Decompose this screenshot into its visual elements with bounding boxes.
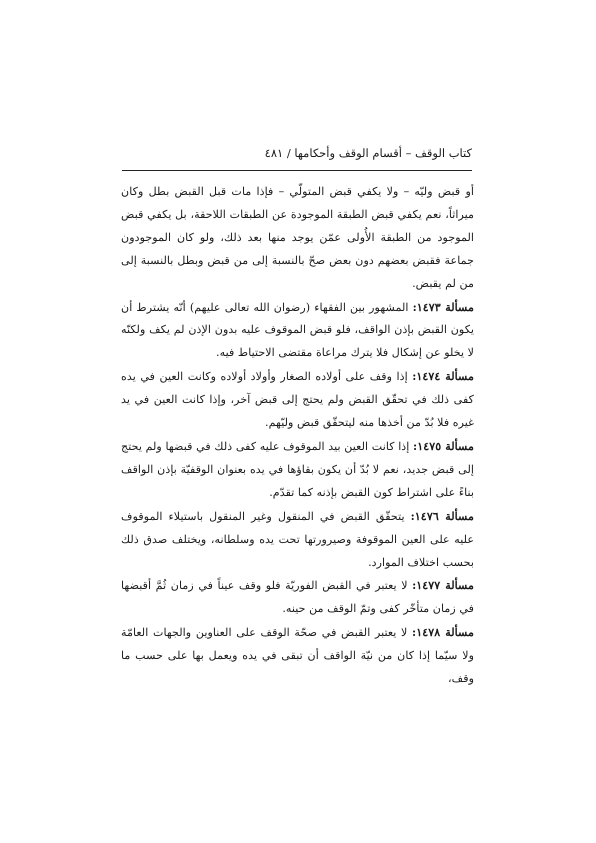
paragraph-issue-1473 xyxy=(121,296,474,366)
issue-heading: مسألة ١٤٧٦: xyxy=(410,508,475,523)
page-body xyxy=(121,181,474,691)
running-title: كتاب الوقف – أقسام الوقف وأحكامها / ٤٨١ xyxy=(264,146,472,160)
issue-heading: مسألة ١٤٧٥: xyxy=(413,438,474,453)
paragraph-text: المشهور بين الفقهاء (رضوان الله تعالى عليهم) أنّه يشترط أن يكون القبض بإذن الواقف، فلو قبض الموقوف عليه بدون الإذن لم يكف ولكنّه لا يخلو عن إشكال فلا يترك مراعاة مقتضى الاحتياط فيه. xyxy=(121,300,474,360)
paragraph-issue-1475 xyxy=(121,435,474,505)
paragraph-text: إذا كانت العين بيد الموقوف عليه كفى ذلك في قبضها ولم يحتج إلى قبض جديد، نعم لا بُدّ أن يكون بقاؤها في يده بعنوان الوقفيّة بإذن الواقف بناءً على اشتراط كون القبض بإذنه كما تقدّم. xyxy=(121,439,474,499)
paragraph-issue-1476 xyxy=(121,505,474,575)
issue-heading: مسألة ١٤٧٧: xyxy=(412,578,474,593)
paragraph-continuation xyxy=(121,181,474,296)
paragraph-text: لا يعتبر القبض في صحّة الوقف على العناوين والجهات العامّة ولا سيّما إذا كان من نيّة الواقف أن تبقى في يده ويعمل بها على حسب ما وقف، xyxy=(121,626,474,686)
paragraph-text: أو قبض وليّه – ولا يكفي قبض المتولّي – فإذا مات قبل القبض بطل وكان ميراثاً، نعم يكفي قبض الطبقة الموجودة عن الطبقات اللاحقة، بل يكفي قبض الموجود من الطبقة الأُولى عمّن يوجد منها بعد ذلك، ولو كان الموجودون جماعة فقبض بعضهم دون بعض صحّ بالنسبة إلى من قبض وبطل بالنسبة إلى من لم يقبض. xyxy=(121,185,474,290)
issue-heading: مسألة ١٤٧٤: xyxy=(412,369,474,384)
issue-heading: مسألة ١٤٧٣: xyxy=(412,299,475,314)
paragraph-text: يتحقّق القبض في المنقول وغير المنقول باستيلاء الموقوف عليه على العين الموقوفة وصيرورتها تحت يده وسلطانه، ويختلف صدق ذلك بحسب اختلاف الموارد. xyxy=(121,509,474,569)
header-rule xyxy=(122,170,472,171)
paragraph-text: إذا وقف على أولاده الصغار وأولاد أولاده وكانت العين في يده كفى ذلك في تحقّق القبض ولم يحتج إلى قبض آخر، وإذا كانت العين في يد غيره فلا بُدّ من أخذها منه ليتحقّق قبض وليّهم. xyxy=(121,370,474,430)
paragraph-issue-1477 xyxy=(121,574,474,621)
paragraph-issue-1474 xyxy=(121,365,474,435)
paragraph-issue-1478 xyxy=(121,621,474,691)
issue-heading: مسألة ١٤٧٨: xyxy=(412,625,474,640)
paragraph-text: لا يعتبر في القبض الفوريّة فلو وقف عيناً في زمان ثُمَّ أقبضها في زمان متأخّر كفى وتمّ الوقف من حينه. xyxy=(121,579,474,616)
running-header xyxy=(122,145,472,161)
